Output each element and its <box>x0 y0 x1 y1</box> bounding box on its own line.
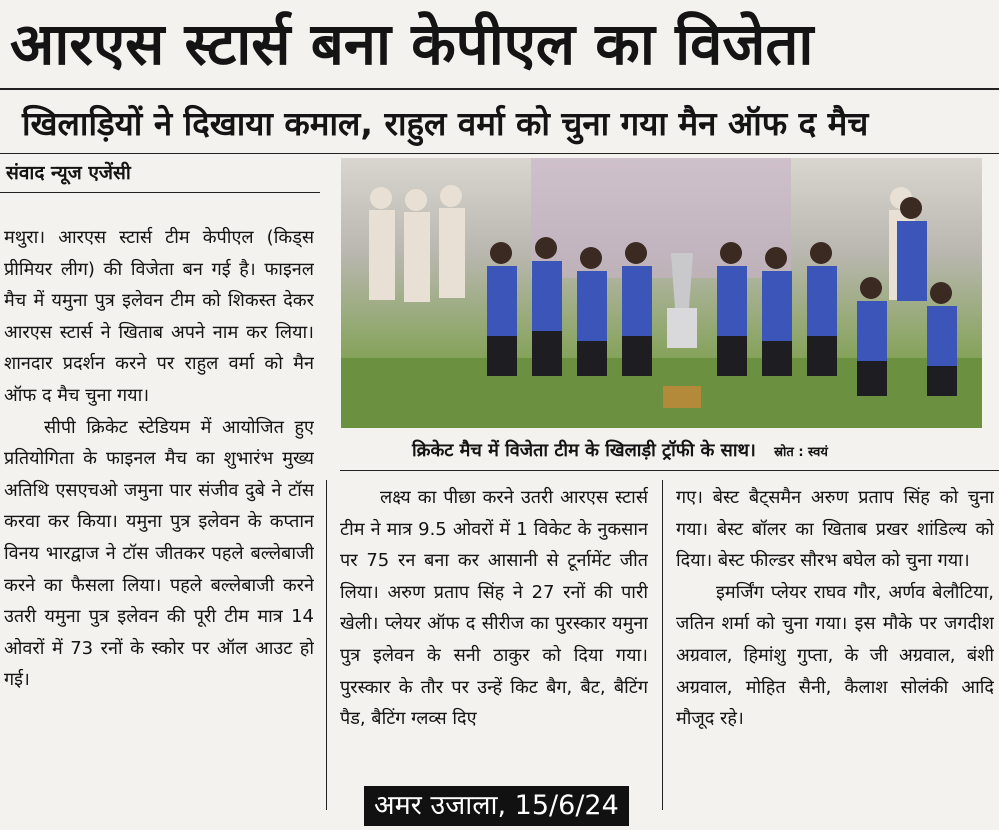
column-divider <box>326 480 327 810</box>
article-column-1 <box>4 222 314 818</box>
team-photo-illustration <box>341 158 982 428</box>
photo-caption <box>412 436 828 468</box>
divider-byline <box>0 192 320 193</box>
headline: आरएस स्टार्स बना केपीएल का विजेता <box>10 10 814 78</box>
team-trophy-photo <box>341 158 982 428</box>
paragraph: लक्ष्य का पीछा करने उतरी आरएस स्टार्स टीम ने मात्र 9.5 ओवरों में 1 विकेट के नुकसान पर 75 रन बना कर आसानी से टूर्नामेंट जीत लिया। अरुण प्रताप सिंह ने 27 रनों की पारी खेली। प्लेयर ऑफ द सीरीज का पुरस्कार यमुना पुत्र इलेवन के सनी ठाकुर को दिया गया। पुरस्कार के तौर पर उन्हें किट बैग, बैट, बैटिंग पैड, बैटिंग ग्लव्स दिए <box>340 487 648 730</box>
newspaper-date-stamp: अमर उजाला, 15/6/24 <box>364 786 629 826</box>
column-divider <box>662 480 663 810</box>
divider-caption <box>340 470 999 471</box>
subheadline: खिलाड़ियों ने दिखाया कमाल, राहुल वर्मा को चुना गया मैन ऑफ द मैच <box>22 104 869 143</box>
paragraph: मथुरा। आरएस स्टार्स टीम केपीएल (किड्स प्रीमियर लीग) की विजेता बन गई है। फाइनल मैच में यमुना पुत्र इलेवन टीम को शिकस्त देकर आरएस स्टार्स ने खिताब अपने नाम कर लिया। शानदार प्रदर्शन करने पर राहुल वर्मा को मैन ऑफ द मैच चुना गया। <box>4 227 314 406</box>
paragraph: गए। बेस्ट बैट्समैन अरुण प्रताप सिंह को चुना गया। बेस्ट बॉलर का खिताब प्रखर शांडिल्य को दिया। बेस्ट फील्डर सौरभ बघेल को चुना गया। <box>676 487 994 572</box>
agency-byline: संवाद न्यूज एजेंसी <box>6 162 131 184</box>
divider-sub <box>0 153 999 154</box>
caption-text: क्रिकेट मैच में विजेता टीम के खिलाड़ी ट्रॉफी के साथ। <box>412 440 756 461</box>
paragraph: सीपी क्रिकेट स्टेडियम में आयोजित हुए प्रतियोगिता के फाइनल मैच का शुभारंभ मुख्य अतिथि एसएचओ जमुना पार संजीव दुबे ने टॉस करवा कर किया। यमुना पुत्र इलेवन के कप्तान विनय भारद्वाज ने टॉस जीतकर पहले बल्लेबाजी करने का फैसला लिया। पहले बल्लेबाजी करने उतरी यमुना पुत्र इलेवन की पूरी टीम मात्र 14 ओवरों में 73 रनों के स्कोर पर ऑल आउट हो गई। <box>4 416 314 691</box>
divider-top <box>0 88 999 90</box>
photo-source: स्रोत : स्वयं <box>774 445 828 460</box>
paragraph: इमर्जिंग प्लेयर राघव गौर, अर्णव बेलौटिया, जतिन शर्मा को चुना गया। इस मौके पर जगदीश अग्रवाल, हिमांशु गुप्ता, के जी अग्रवाल, बंशी अग्रवाल, मोहित सैनी, कैलाश सोलंकी आदि मौजूद रहे। <box>676 581 994 730</box>
article-column-2 <box>340 482 648 800</box>
article-column-3 <box>676 482 994 812</box>
